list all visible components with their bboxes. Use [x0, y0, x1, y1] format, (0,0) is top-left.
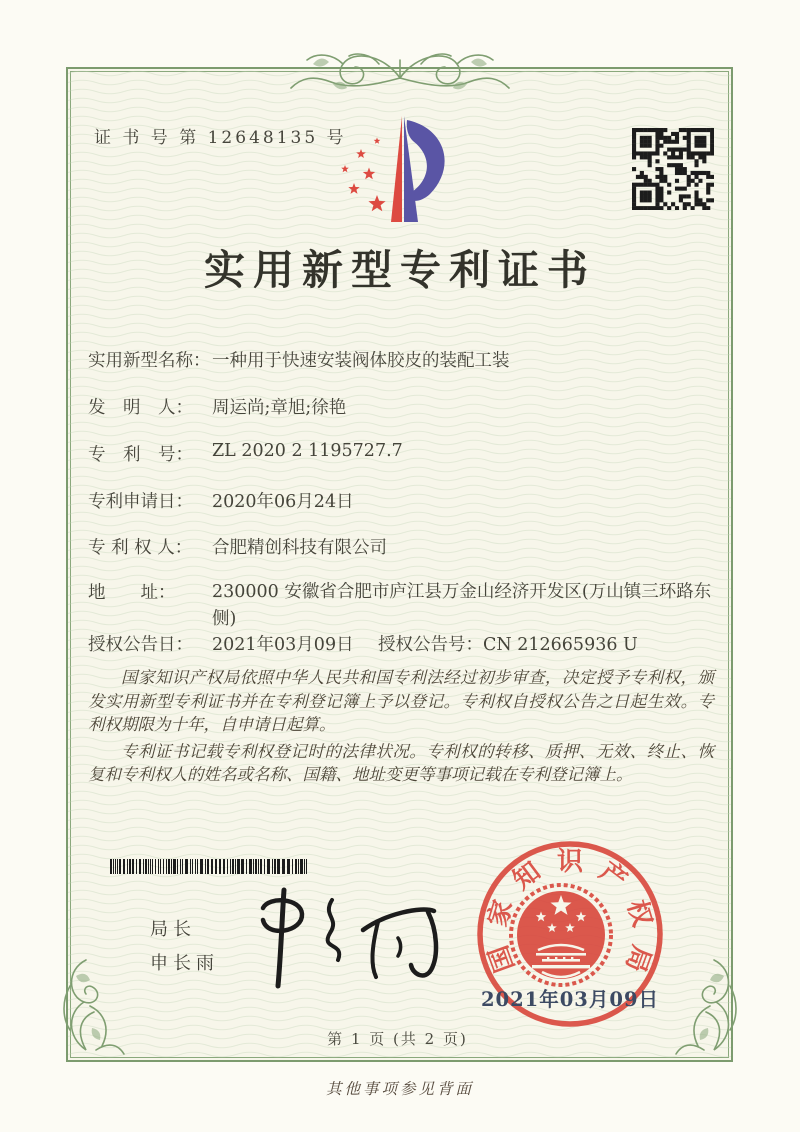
field-row-patentee	[88, 534, 728, 559]
svg-text:知: 知	[507, 856, 547, 897]
field-row-name	[88, 347, 728, 372]
field-row-patent-number	[88, 441, 728, 466]
svg-text:家: 家	[482, 896, 520, 931]
field-label: 专 利 权 人：	[88, 538, 193, 558]
back-side-note: 其他事项参见背面	[325, 1080, 474, 1098]
field-row-inventors	[88, 394, 728, 419]
signer-name: 申长雨	[150, 953, 219, 974]
field-label: 授权公告日：	[88, 635, 193, 655]
field-label: 专 利 号：	[88, 445, 193, 465]
page-number: 第 1 页 (共 2 页)	[327, 1030, 468, 1048]
field-label: 发 明 人：	[88, 398, 193, 418]
field-label: 专利申请日：	[88, 492, 193, 512]
legal-paragraph-1: 国家知识产权局依照中华人民共和国专利法经过初步审查，决定授予专利权，颁发实用新型专利证书并在专利登记簿上予以登记。专利权自授权公告之日起生效。专利权期限为十年，自申请日起算。	[88, 668, 714, 734]
certificate-title: 实用新型专利证书	[204, 246, 596, 294]
top-floral-ornament	[283, 42, 517, 98]
legal-paragraph-2: 专利证书记载专利权登记时的法律状况。专利权的转移、质押、无效、终止、恢复和专利权人的姓名或名称、国籍、地址变更等事项记载在专利登记簿上。	[88, 741, 714, 784]
field-value: CN 212665936 U	[483, 635, 638, 655]
svg-text:权: 权	[620, 896, 658, 931]
svg-text:国: 国	[483, 941, 521, 976]
field-row-grant	[88, 631, 728, 656]
svg-text:局: 局	[619, 941, 657, 976]
certificate-number: 证 书 号 第 12648135 号	[94, 128, 347, 148]
logo-stars	[341, 138, 385, 212]
field-row-filing-date	[88, 488, 728, 513]
field-label: 地 址：	[88, 583, 176, 603]
legal-text-block	[88, 666, 714, 790]
field-value: 合肥精创科技有限公司	[212, 538, 387, 558]
field-row-address	[88, 579, 728, 633]
svg-text:识: 识	[556, 847, 584, 877]
signer-title: 局长	[150, 919, 196, 940]
field-pair-grant-number	[378, 631, 638, 656]
field-value: 2020年06月24日	[212, 492, 354, 512]
field-value: 230000 安徽省合肥市庐江县万金山经济开发区(万山镇三环路东侧)	[212, 582, 712, 629]
cnipa-logo-icon	[333, 110, 473, 236]
field-label: 实用新型名称：	[88, 351, 211, 371]
field-value: 2021年03月09日	[212, 635, 354, 655]
handwritten-signature-icon	[235, 878, 445, 993]
seal-date: 2021年03月09日	[480, 988, 660, 1011]
field-label: 授权公告号：	[378, 635, 483, 655]
qr-code-icon	[632, 128, 714, 210]
field-value: 周运尚;章旭;徐艳	[212, 398, 347, 418]
field-value: ZL 2020 2 1195727.7	[212, 441, 403, 461]
svg-text:产: 产	[593, 856, 633, 897]
barcode-icon	[110, 859, 310, 874]
field-value: 一种用于快速安装阀体胶皮的装配工装	[212, 351, 510, 371]
